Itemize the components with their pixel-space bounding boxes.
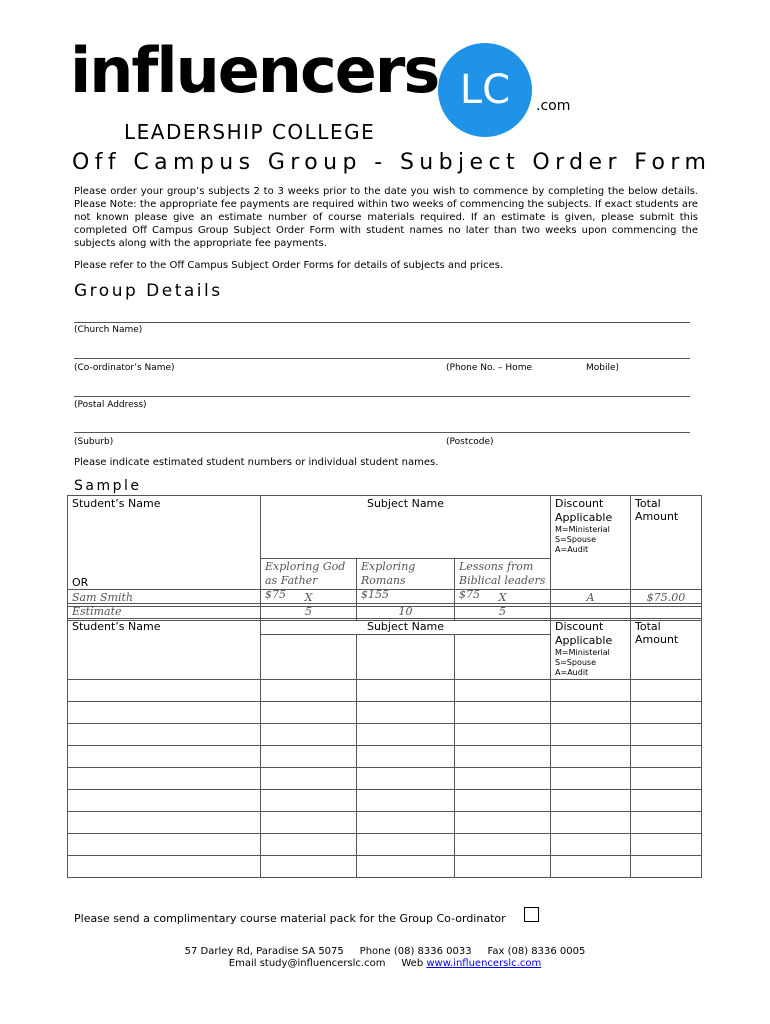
- sample-mark-1: X: [261, 590, 357, 607]
- indicate-text: Please indicate estimated student numbers or individual student names.: [74, 457, 439, 468]
- coordinator-label: (Co-ordinator’s Name): [74, 363, 175, 373]
- footer-phone: Phone (08) 8336 0033: [359, 946, 472, 957]
- order-subject-2-cell[interactable]: [357, 635, 455, 680]
- table-row[interactable]: [68, 680, 702, 702]
- phone-home-label: (Phone No. – Home: [446, 363, 532, 373]
- footer-email: Email study@influencerslc.com: [228, 958, 386, 969]
- sample-subject-1: Exploring God as Father $75: [261, 559, 357, 604]
- table-row[interactable]: [68, 746, 702, 768]
- postcode-label: (Postcode): [446, 437, 494, 447]
- order-table: [67, 618, 702, 878]
- sample-subject-2: Exploring Romans $155: [357, 559, 455, 604]
- order-total-header: Total Amount: [631, 619, 702, 680]
- footer-web-link[interactable]: www.influencerslc.com: [426, 958, 542, 969]
- logo-wordmark: influencers: [70, 34, 439, 107]
- sample-discount-header: Discount Applicable M=Ministerial S=Spouse A=Audit: [551, 496, 631, 604]
- sample-estimate-1: 5: [261, 604, 357, 621]
- or-label: OR: [72, 576, 89, 589]
- complimentary-text: Please send a complimentary course material pack for the Group Co-ordinator: [74, 912, 506, 925]
- sample-estimate-3: 5: [455, 604, 551, 621]
- footer-address: 57 Darley Rd, Paradise SA 5075: [184, 946, 344, 957]
- table-row[interactable]: [68, 790, 702, 812]
- group-details-heading: Group Details: [74, 281, 223, 301]
- order-subject-3-cell[interactable]: [455, 635, 551, 680]
- suburb-label: (Suburb): [74, 437, 114, 447]
- sample-mark-2: [357, 590, 455, 607]
- order-subject-header: Subject Name: [261, 619, 551, 635]
- logo-badge: LC: [438, 43, 532, 137]
- table-row[interactable]: [68, 702, 702, 724]
- postal-line[interactable]: [74, 396, 690, 397]
- coordinator-line[interactable]: [74, 358, 690, 359]
- table-row[interactable]: [68, 812, 702, 834]
- footer-contact: [0, 946, 770, 957]
- order-subject-1-cell[interactable]: [261, 635, 357, 680]
- order-discount-header: Discount Applicable M=Ministerial S=Spouse A=Audit: [551, 619, 631, 680]
- logo-subtitle: LEADERSHIP COLLEGE: [124, 120, 376, 144]
- sample-total-value: $75.00: [631, 590, 702, 607]
- church-name-line[interactable]: [74, 322, 690, 323]
- mobile-label: Mobile): [586, 363, 620, 373]
- sample-student-row-table: [67, 589, 702, 607]
- sample-subject-3: Lessons from Biblical leaders $75: [455, 559, 551, 604]
- sample-estimate-2: 10: [357, 604, 455, 621]
- logo-domain: .com: [536, 98, 571, 114]
- sample-student-header: Student’s Name: [68, 496, 261, 604]
- footer-online: [0, 958, 770, 969]
- table-row[interactable]: [68, 724, 702, 746]
- intro-paragraph: Please order your group’s subjects 2 to 3 weeks prior to the date you wish to commence by completing the below details. Please Note: the appropriate fee payments are required within two weeks of commencing the subjects. If exact students are not known please give an estimate number of course materials required. If an estimate is given, please submit this completed Off Campus Group Subject Order Form with student names no later than two weeks upon commencing the subjects along with the appropriate fee payments.: [74, 186, 698, 249]
- order-student-header: Student’s Name: [68, 619, 261, 680]
- postal-label: (Postal Address): [74, 400, 147, 410]
- footer-fax: Fax (08) 8336 0005: [487, 946, 586, 957]
- sample-mark-3: X: [455, 590, 551, 607]
- table-row[interactable]: [68, 856, 702, 878]
- complimentary-checkbox[interactable]: [524, 907, 539, 922]
- church-name-label: (Church Name): [74, 325, 143, 335]
- sample-estimate-label: Estimate: [68, 604, 261, 621]
- suburb-line[interactable]: [74, 432, 690, 433]
- footer-web-label: Web: [401, 958, 424, 969]
- sample-subject-header: Subject Name: [261, 496, 551, 559]
- refer-paragraph: Please refer to the Off Campus Subject Order Forms for details of subjects and prices.: [74, 260, 504, 271]
- table-row[interactable]: [68, 768, 702, 790]
- sample-heading: Sample: [74, 478, 142, 494]
- sample-discount-value: A: [551, 590, 631, 607]
- sample-student-name: Sam Smith: [68, 590, 261, 607]
- page-title: Off Campus Group - Subject Order Form: [72, 150, 712, 175]
- table-row[interactable]: [68, 834, 702, 856]
- sample-total-header: Total Amount: [631, 496, 702, 604]
